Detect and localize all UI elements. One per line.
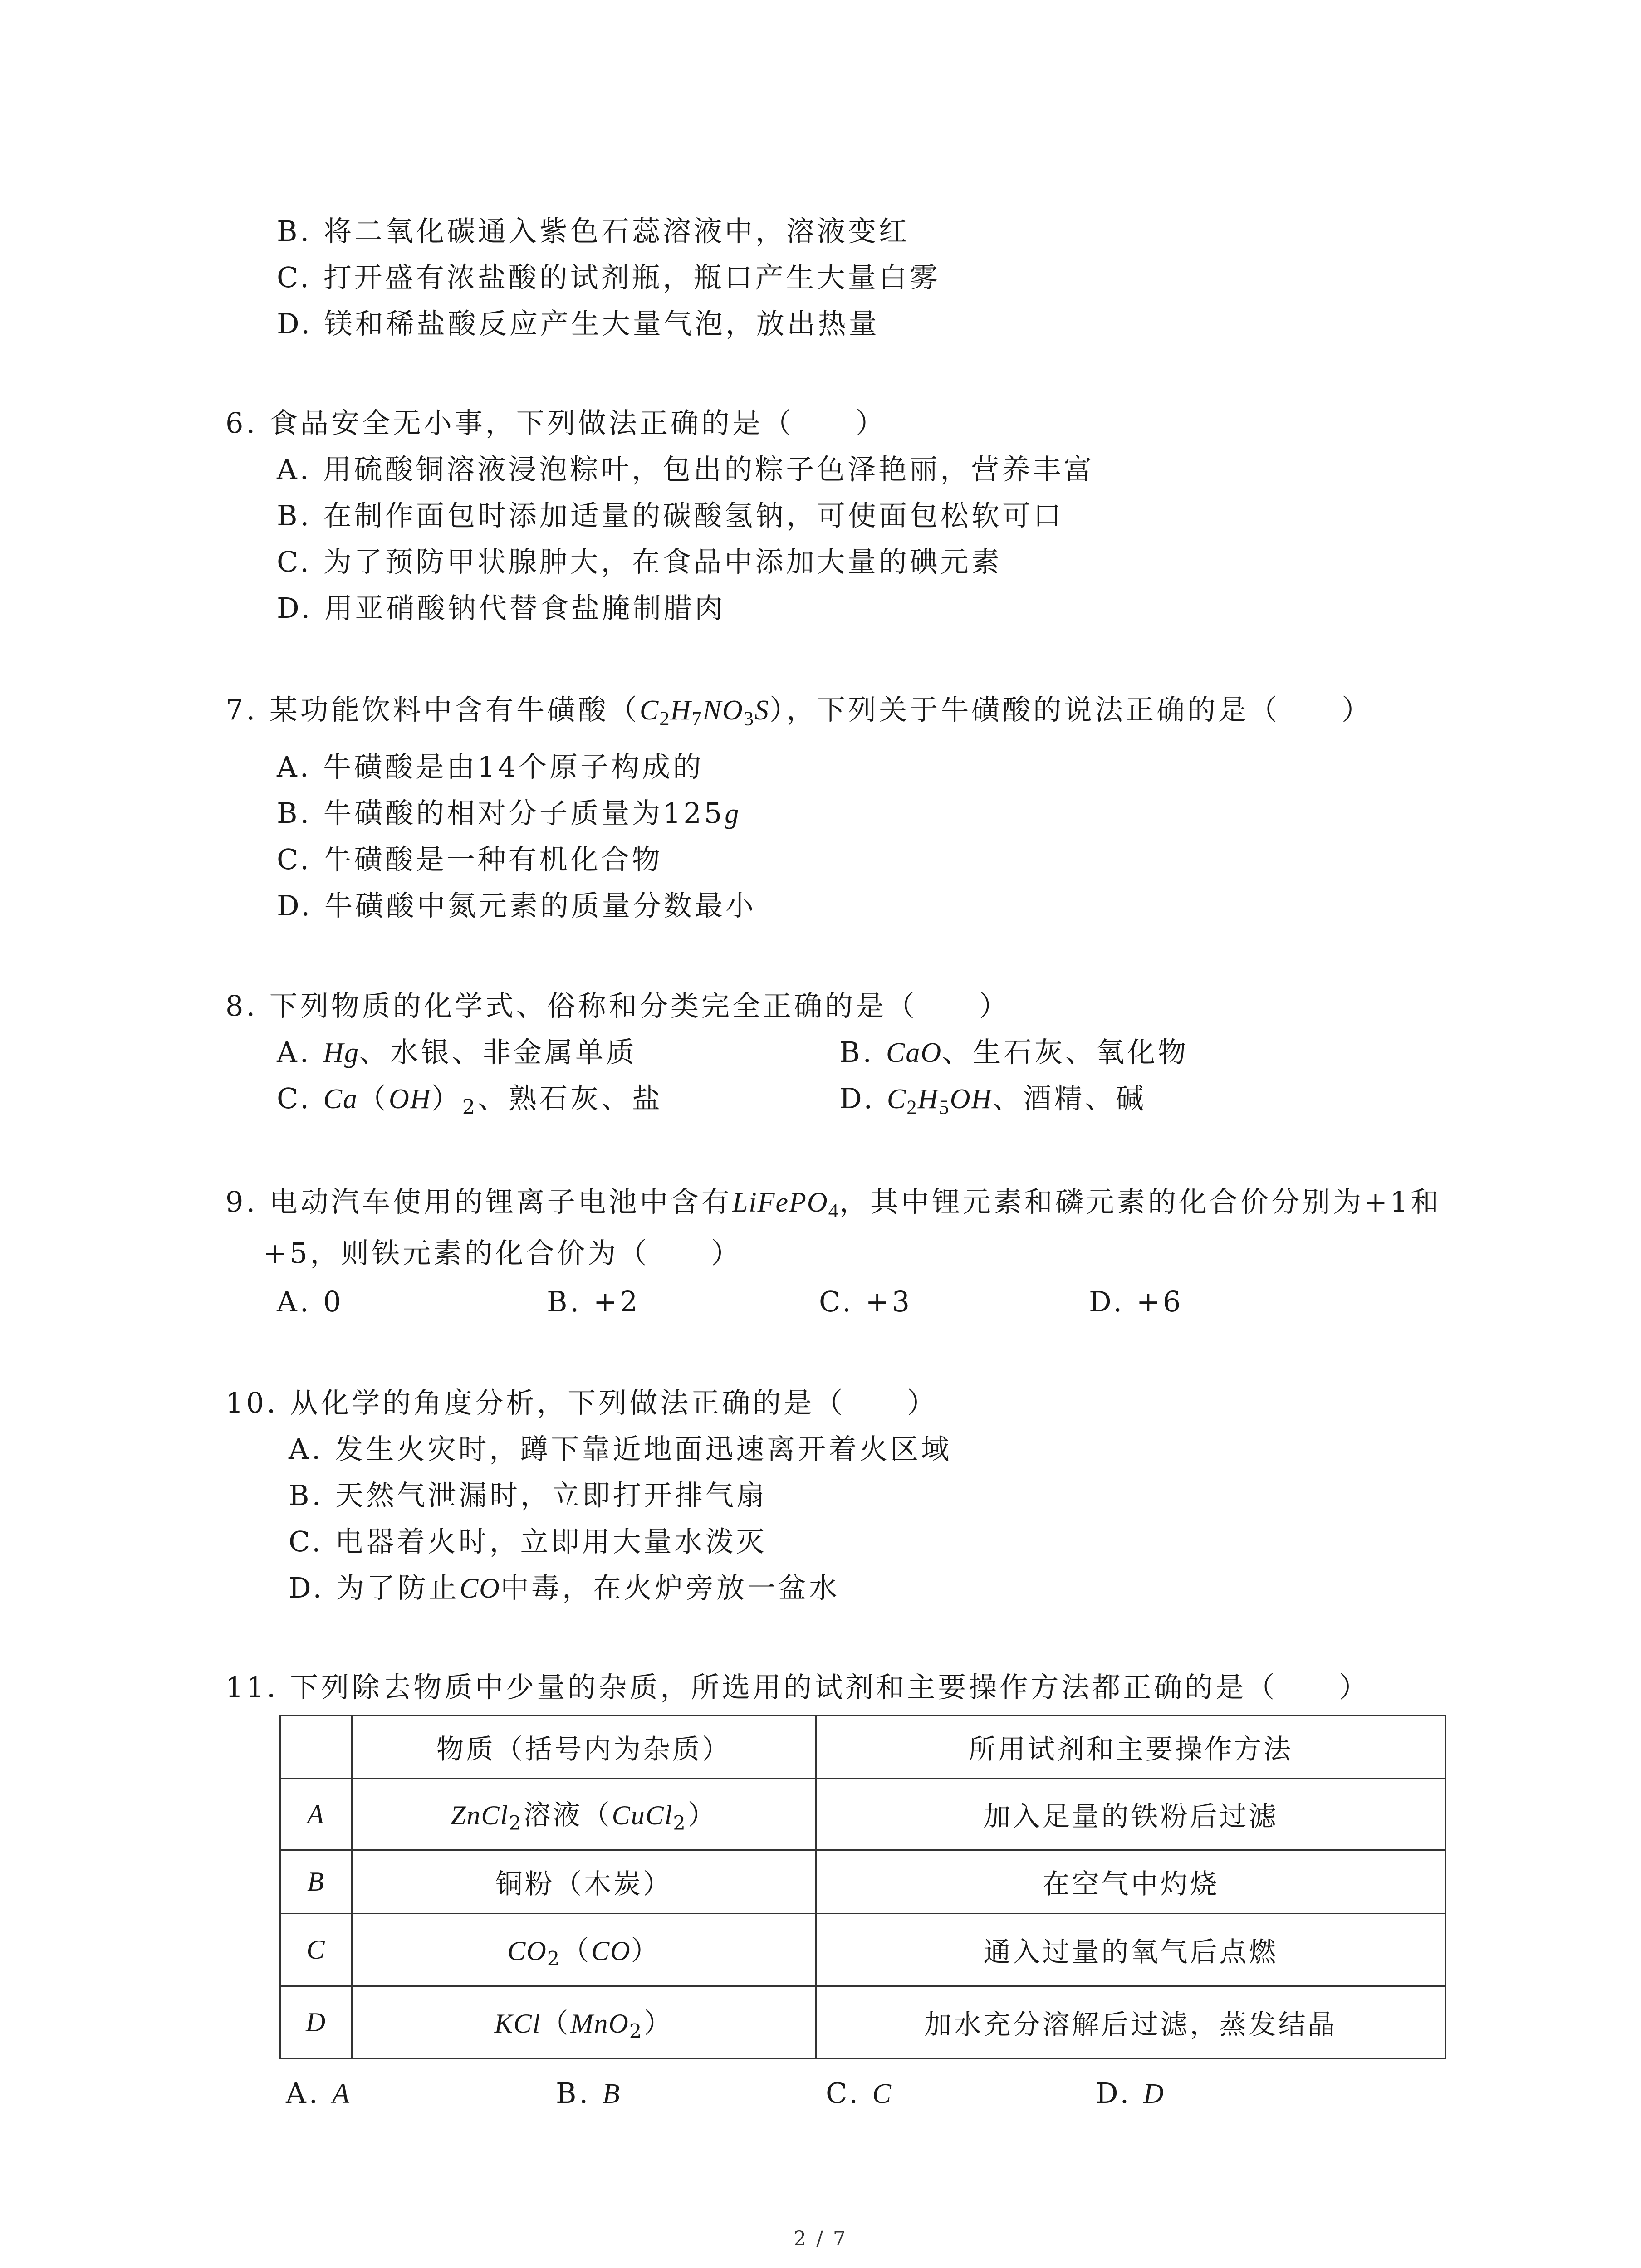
row-key: B	[280, 1850, 352, 1914]
q5-option-b: B. 将二氧化碳通入紫色石蕊溶液中，溶液变红	[277, 215, 910, 248]
row-substance: ZnCl$_2$溶液（CuCl$_2$）	[352, 1779, 816, 1850]
q10-option-b: B. 天然气泄漏时，立即打开排气扇	[289, 1479, 767, 1512]
q6-option-a: A. 用硫酸铜溶液浸泡粽叶，包出的粽子色泽艳丽，营养丰富	[277, 453, 1095, 486]
table-header-cell	[280, 1716, 352, 1779]
q11-answer-b: B. B	[556, 2077, 621, 2110]
q7-stem-before: 7. 某功能饮料中含有牛磺酸（	[225, 693, 640, 726]
q8-option-c: C. $Ca(OH)_2$、熟石灰、盐	[277, 1082, 663, 1119]
table-header-row	[280, 1716, 1446, 1779]
q5-option-c: C. 打开盛有浓盐酸的试剂瓶，瓶口产生大量白雾	[277, 261, 941, 294]
table-row	[280, 1779, 1446, 1850]
q10-option-d: D. 为了防止CO中毒，在火炉旁放一盆水	[289, 1571, 840, 1604]
row-key: D	[280, 1986, 352, 2059]
row-substance: KCl（MnO$_2$）	[352, 1986, 816, 2059]
q11-table	[279, 1715, 1446, 2059]
q9-stem-line2: +5，则铁元素的化合价为（ ）	[263, 1237, 742, 1270]
q7-stem	[225, 692, 1372, 736]
row-substance: $CO_2(CO)$	[352, 1914, 816, 1986]
q9-option-c: C. +3	[819, 1285, 913, 1318]
q8-option-b: B. CaO、生石灰、氧化物	[839, 1036, 1189, 1069]
row-method: 加水充分溶解后过滤，蒸发结晶	[816, 1986, 1446, 2059]
q11-answer-d: D. D	[1096, 2077, 1165, 2110]
q7-formula: $C_2H_7NO_3S$	[639, 695, 770, 730]
q10-option-a: A. 发生火灾时，蹲下靠近地面迅速离开着火区域	[289, 1432, 952, 1466]
q6-option-b: B. 在制作面包时添加适量的碳酸氢钠，可使面包松软可口	[277, 499, 1064, 532]
row-method: 通入过量的氧气后点燃	[816, 1914, 1446, 1986]
row-substance: 铜粉（木炭）	[352, 1850, 816, 1914]
q6-option-c: C. 为了预防甲状腺肿大，在食品中添加大量的碘元素	[277, 545, 1002, 578]
q11-stem: 11. 下列除去物质中少量的杂质，所选用的试剂和主要操作方法都正确的是（ ）	[225, 1671, 1370, 1704]
q9-stem-line1: 9. 电动汽车使用的锂离子电池中含有LiFePO$_4$，其中锂元素和磷元素的化合价分别为+1和	[225, 1185, 1442, 1222]
row-key: A	[280, 1779, 352, 1850]
q10-stem: 10. 从化学的角度分析，下列做法正确的是（ ）	[225, 1386, 938, 1419]
q7-option-d: D. 牛磺酸中氮元素的质量分数最小	[277, 889, 756, 922]
q11-answer-c: C. C	[826, 2077, 892, 2110]
row-key: C	[280, 1914, 352, 1986]
q8-stem: 8. 下列物质的化学式、俗称和分类完全正确的是（ ）	[225, 989, 1010, 1022]
table-row	[280, 1986, 1446, 2059]
table-header-cell: 所用试剂和主要操作方法	[816, 1716, 1446, 1779]
q7-option-a: A. 牛磺酸是由14个原子构成的	[277, 750, 704, 783]
table-row	[280, 1850, 1446, 1914]
q8-option-d: D. $C_2H_5OH$、酒精、碱	[839, 1082, 1147, 1119]
q11-answer-a: A. A	[286, 2077, 351, 2110]
q7-option-c: C. 牛磺酸是一种有机化合物	[277, 843, 663, 876]
table-header-cell: 物质（括号内为杂质）	[352, 1716, 816, 1779]
q8-option-a: A. Hg、水银、非金属单质	[277, 1036, 637, 1069]
page-number: 2 / 7	[794, 2227, 847, 2250]
q7-stem-after: ），下列关于牛磺酸的说法正确的是（ ）	[769, 693, 1373, 726]
q9-option-a: A. 0	[277, 1285, 344, 1318]
q7-option-b: B. 牛磺酸的相对分子质量为125g	[277, 797, 740, 830]
q10-option-c: C. 电器着火时，立即用大量水泼灭	[289, 1525, 767, 1558]
q6-stem: 6. 食品安全无小事，下列做法正确的是（ ）	[225, 406, 887, 440]
q9-option-b: B. +2	[547, 1285, 641, 1318]
q5-option-d: D. 镁和稀盐酸反应产生大量气泡，放出热量	[277, 307, 880, 340]
row-method: 在空气中灼烧	[816, 1850, 1446, 1914]
q9-formula: LiFePO$_4$	[732, 1187, 839, 1222]
q6-option-d: D. 用亚硝酸钠代替食盐腌制腊肉	[277, 591, 725, 625]
row-method: 加入足量的铁粉后过滤	[816, 1779, 1446, 1850]
q9-option-d: D. +6	[1089, 1285, 1184, 1318]
table-row	[280, 1914, 1446, 1986]
